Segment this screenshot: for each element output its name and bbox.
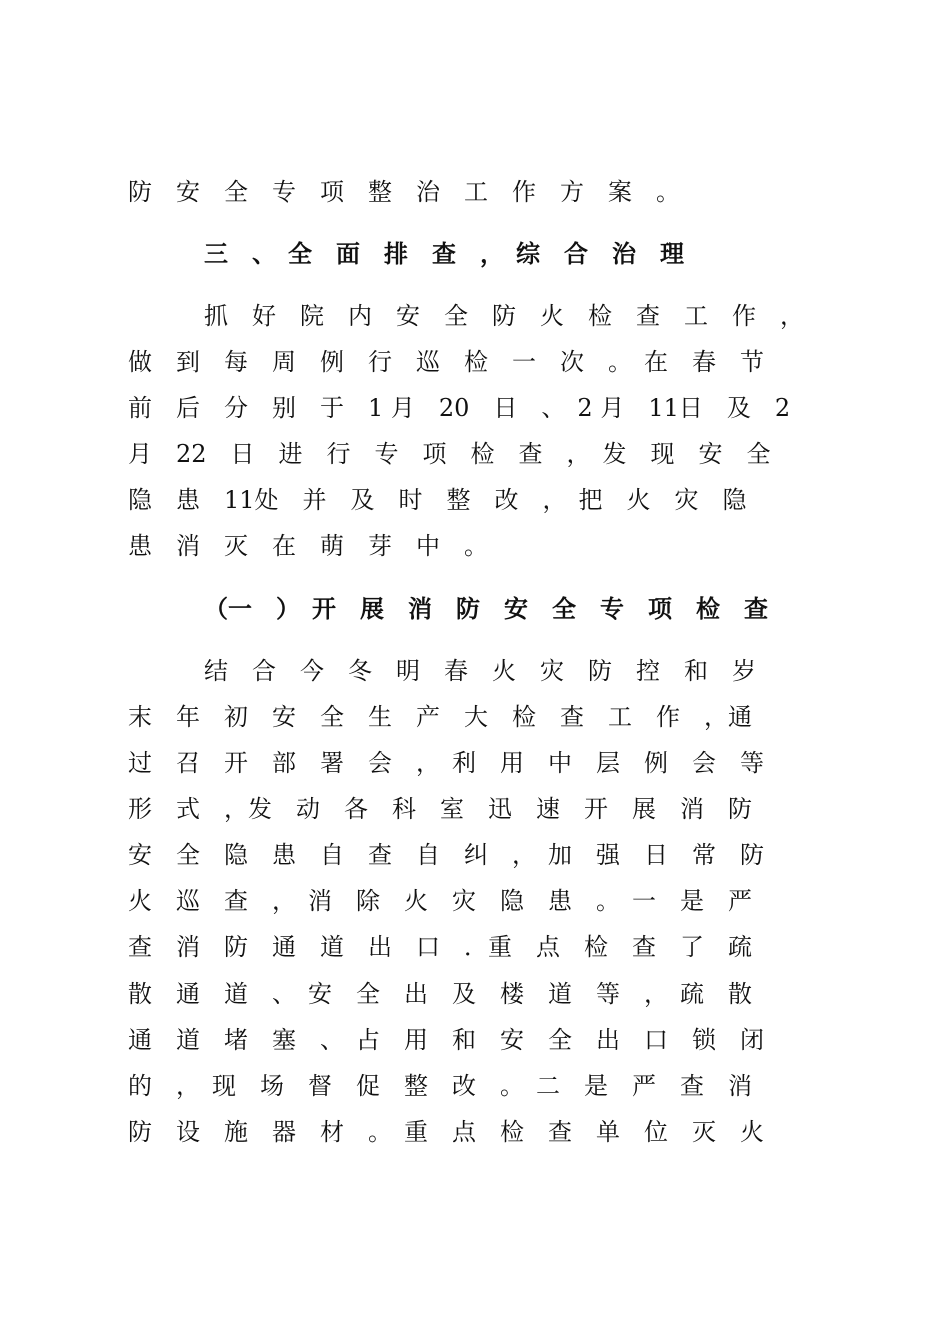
paragraph-first-line: 结 合 今 冬 明 春 火 灾 防 控 和 岁 — [204, 657, 756, 685]
section-heading: 三 、 全 面 排 查 ， 综 合 治 理 — [204, 240, 684, 268]
text-line: 月 22 日 进 行 专 项 检 查 ， 发 现 安 全 — [128, 440, 771, 468]
text-line: 形 式 ，发 动 各 科 室 迅 速 开 展 消 防 — [128, 795, 752, 823]
text-line: 过 召 开 部 署 会 ， 利 用 中 层 例 会 等 — [128, 749, 764, 777]
text-line: 火 巡 查 ， 消 除 火 灾 隐 患 。 一 是 严 — [128, 887, 752, 915]
text-line: 防 安 全 专 项 整 治 工 作 方 案 。 — [128, 178, 680, 206]
text-line: 末 年 初 安 全 生 产 大 检 查 工 作 ，通 — [128, 703, 752, 731]
text-line: 通 道 堵 塞 、 占 用 和 安 全 出 口 锁 闭 — [128, 1026, 764, 1054]
paragraph-first-line: 抓 好 院 内 安 全 防 火 检 查 工 作 ， — [204, 302, 804, 330]
text-line: 散 通 道 、 安 全 出 及 楼 道 等 ， 疏 散 — [128, 980, 752, 1008]
text-line: 安 全 隐 患 自 查 自 纠 ， 加 强 日 常 防 — [128, 841, 764, 869]
text-line: 防 设 施 器 材 。 重 点 检 查 单 位 灭 火 — [128, 1118, 764, 1146]
subsection-heading: （一 ） 开 展 消 防 安 全 专 项 检 查 — [204, 595, 768, 623]
text-line: 查 消 防 通 道 出 口 ．重 点 检 查 了 疏 — [128, 933, 752, 961]
text-line: 做 到 每 周 例 行 巡 检 一 次 。 在 春 节 — [128, 348, 764, 376]
text-line: 的 ， 现 场 督 促 整 改 。 二 是 严 查 消 — [128, 1072, 752, 1100]
text-line: 前 后 分 别 于 1 月 20 日 、 2 月 11日 及 2 — [128, 394, 791, 422]
text-line: 患 消 灭 在 萌 芽 中 。 — [128, 532, 488, 560]
text-line: 隐 患 11处 并 及 时 整 改 ， 把 火 灾 隐 — [128, 486, 747, 514]
